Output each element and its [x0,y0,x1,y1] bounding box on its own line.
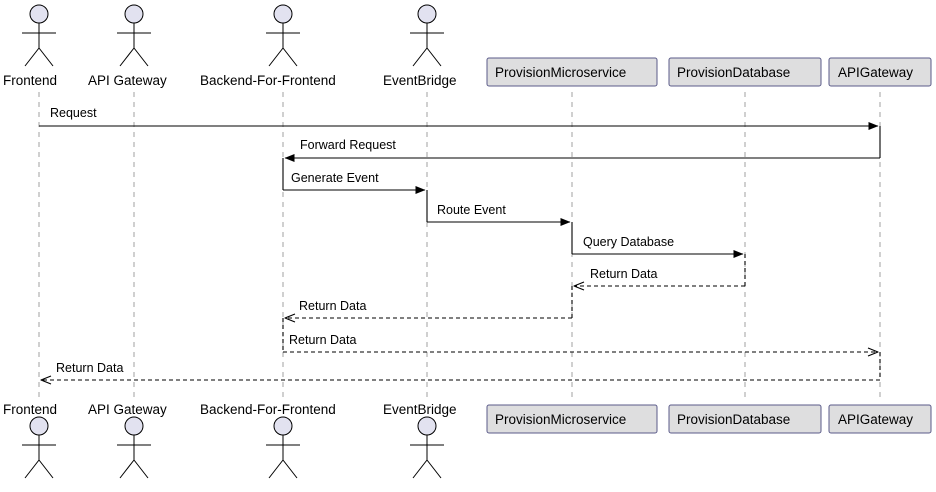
message-label-return-data-db: Return Data [590,267,658,281]
message-label-route-event: Route Event [437,203,506,217]
actor-frontend-top [22,5,56,66]
participant-label-bff-bottom: Backend-For-Frontend [200,402,336,417]
participant-label-api-gateway-top: API Gateway [88,73,167,88]
actor-bff-top [266,5,300,66]
participant-label-provisiondatabase-bottom: ProvisionDatabase [677,412,791,427]
actor-eventbridge-top [410,5,444,66]
message-connector-ticks [283,126,880,380]
participant-label-eventbridge-bottom: EventBridge [383,402,457,417]
participant-label-eventbridge-top: EventBridge [383,73,457,88]
actor-frontend-bottom [22,417,56,478]
participant-label-provisionmicroservice-top: ProvisionMicroservice [495,65,627,80]
message-label-query-database: Query Database [583,235,675,249]
participant-label-apigateway-bottom: APIGateway [838,412,914,427]
participant-label-provisionmicroservice-bottom: ProvisionMicroservice [495,412,627,427]
participant-label-bff-top: Backend-For-Frontend [200,73,336,88]
actor-api-gateway-top [117,5,151,66]
actor-api-gateway-bottom [117,417,151,478]
message-label-return-data-bff: Return Data [289,333,357,347]
message-label-return-data-micro: Return Data [299,299,367,313]
actor-eventbridge-bottom [410,417,444,478]
participant-label-frontend-bottom: Frontend [3,402,58,417]
actor-bff-bottom [266,417,300,478]
message-label-forward-request: Forward Request [300,138,396,152]
participant-label-provisiondatabase-top: ProvisionDatabase [677,65,791,80]
message-label-generate-event: Generate Event [291,171,379,185]
participant-label-frontend-top: Frontend [3,73,58,88]
participant-label-apigateway-top: APIGateway [838,65,914,80]
participant-label-api-gateway-bottom: API Gateway [88,402,167,417]
message-label-return-data-gateway: Return Data [56,361,124,375]
message-label-request: Request [50,106,97,120]
